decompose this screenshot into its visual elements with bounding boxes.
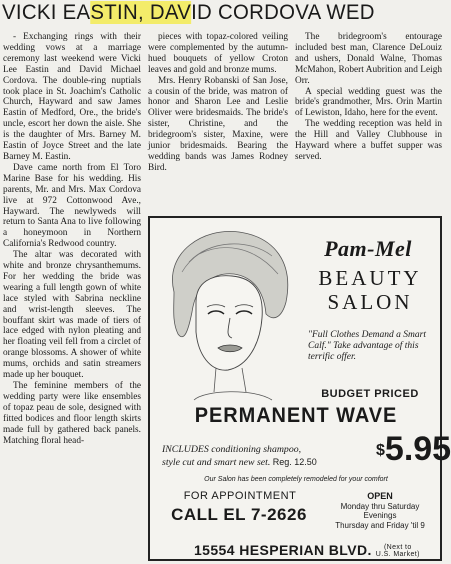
phone-number: CALL EL 7-2626: [171, 505, 307, 524]
article-paragraph: pieces with topaz-colored veiling were complemented by the autumn-hued bouquets of yellow Croton leaves and gold and bronze mums.: [148, 32, 288, 75]
budget-priced-label: BUDGET PRICED: [321, 388, 419, 400]
salon-address: [194, 542, 424, 559]
woman-portrait-illustration: [154, 222, 300, 400]
article-column-3: [295, 32, 442, 236]
regular-price: Reg. 12.50: [272, 457, 317, 467]
article-paragraph: The wedding reception was held in the Hill and Valley Clubhouse in Hayward where a buffet supper was served.: [295, 119, 442, 162]
article-column-2: [148, 32, 288, 236]
article-paragraph: - Exchanging rings with their wedding vows at a marriage ceremony last weekend were Vicki Lee Eastin and David Michael Cordova. The double-ring nuptials took place in St. Joachim's Catholic Church, Hayward and saw James Eastin of Medford, Ore., the bride's uncle, escort her down the aisle. She is the daughter of Mrs. Barney M. Eastin of Joyce Street and the late Barney M. Eastin.: [3, 32, 141, 162]
article-paragraph: The altar was decorated with white and bronze chrysanthemums. For her wedding the bride was wearing a full length gown of white lace styled with Sabrina neckline and wrist-length sleeves. The bouffant skirt was made of tiers of lace edged with nylon pleating and her floating veil fell from a circlet of orange blossoms. A shower of white mums, orchids and satin streamers made up her bouquet.: [3, 250, 141, 381]
headline-part: ID CORDOVA WED: [191, 1, 375, 24]
headline: [2, 0, 431, 26]
ad-quote: "Full Clothes Demand a Smart Calf." Take advantage of this terrific offer.: [308, 330, 426, 362]
salon-advertisement: [148, 216, 451, 561]
open-line: Monday thru Saturday: [340, 501, 420, 511]
includes-text: [162, 444, 362, 469]
price-value: 5.95: [384, 430, 451, 468]
open-line: Evenings: [363, 511, 397, 520]
address-note-line: U.S. Market): [375, 551, 420, 559]
headline-part: VICKI EA: [2, 1, 91, 24]
article-paragraph: The bridegroom's entourage included best man, Clarence DeLouiz and ushers, Donald Walne, Thomas McMahon, Robert Aubrition and Leigh Orr.: [295, 32, 442, 86]
headline-highlighted: STIN, DAV: [90, 1, 192, 24]
includes-line: INCLUDES conditioning shampoo,: [162, 444, 302, 455]
open-line: Thursday and Friday 'til 9: [335, 520, 425, 530]
opening-hours: [322, 492, 438, 530]
address-note: [376, 544, 420, 559]
remodel-note: Our Salon has been completely remodeled for your comfort: [204, 476, 388, 483]
salon-brand-name: Pam-Mel: [324, 236, 412, 261]
salon-title-beauty: BEAUTY: [318, 266, 422, 290]
address-text: 15554 HESPERIAN BLVD.: [194, 542, 372, 558]
permanent-wave-title: PERMANENT WAVE: [194, 404, 398, 427]
article-paragraph: Mrs. Henry Robanski of San Jose, a cousin of the bride, was matron of honor and Sharon Lee and Leslie Oliver were bridesmaids. The bride's sister, Christine, and the bridegroom's sister, Maxine, were junior bridesmaids. Bearing the wedding bands was James Rodney Bird.: [148, 75, 288, 173]
includes-line: style cut and smart new set.: [162, 457, 271, 468]
article-paragraph: A special wedding guest was the bride's grandmother, Mrs. Orin Martin of Lewiston, Idaho, here for the event.: [295, 86, 442, 119]
address-note-line: (Next to: [383, 543, 412, 551]
appointment-label: FOR APPOINTMENT: [183, 490, 297, 502]
sale-price: [376, 432, 451, 466]
dollar-sign: $: [376, 442, 385, 459]
article-column-1: [3, 32, 141, 564]
article-paragraph: Dave came north from El Toro Marine Base for his wedding. His parents, Mr. and Mrs. Max Cordova live at 972 Cottonwood Ave., Hayward. The newlyweds will return to Santa Ana to live following a honeymoon in Northern California's Redwood country.: [3, 162, 141, 250]
open-title: OPEN: [367, 491, 393, 501]
article-paragraph: The feminine members of the wedding party were like ensembles of topaz peau de sole, designed with fitted bodices and floor length skirts made full by gathered back panels. Matching floral head-: [3, 381, 141, 446]
salon-title-salon: SALON: [327, 290, 413, 314]
